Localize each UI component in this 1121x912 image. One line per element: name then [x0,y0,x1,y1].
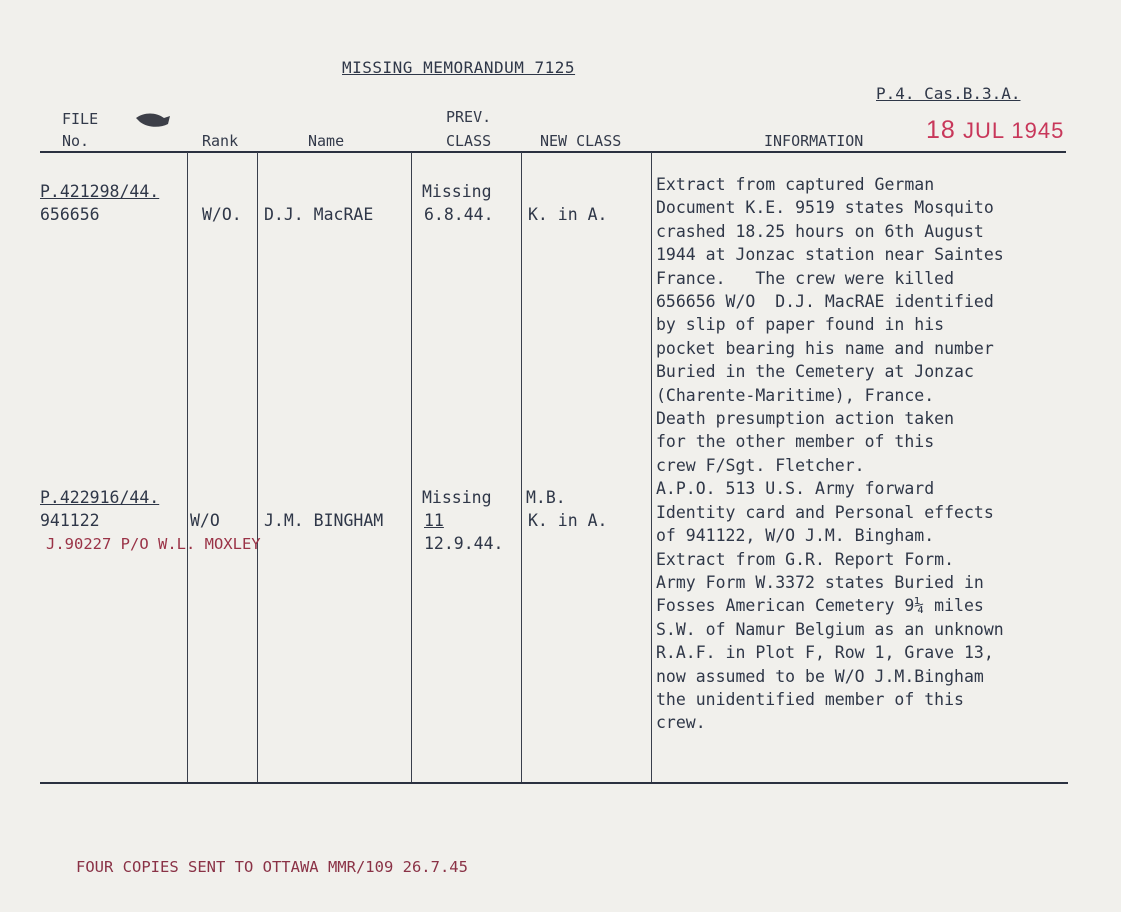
entry-1-name: D.J. MacRAE [264,205,374,224]
entry-2-new-class-mb: M.B. [526,488,566,507]
date-stamp [926,116,1064,145]
entry-2-prev-class: Missing [422,488,492,507]
bottom-rule [40,782,1068,784]
information-line: Army Form W.3372 states Buried in [656,572,984,592]
header-information: INFORMATION [764,132,864,150]
information-line: (Charente-Maritime), France. [656,385,935,405]
information-line: crashed 18.25 hours on 6th August [656,221,984,241]
information-line: for the other member of this [656,432,935,452]
information-line: 1944 at Jonzac station near Saintes [656,245,1004,265]
entry-2-file-no: P.422916/44. [40,488,160,507]
header-rule [40,151,1066,153]
information-line: Identity card and Personal effects [656,502,994,522]
information-line: pocket bearing his name and number [656,338,994,358]
information-line: Death presumption action taken [656,409,955,429]
entry-1-rank: W/O. [202,205,242,224]
header-class: CLASS [446,132,492,150]
information-line: the unidentified member of this [656,689,964,709]
header-prev: PREV. [446,108,492,126]
entry-1-new-class: K. in A. [528,205,608,224]
information-line: A.P.O. 513 U.S. Army forward [656,479,935,499]
column-divider [411,152,412,782]
entry-1-prev-date: 6.8.44. [424,205,494,224]
entry-2-prev-date: 12.9.44. [424,534,504,553]
column-divider [521,152,522,782]
header-name: Name [308,132,345,150]
information-line: Buried in the Cemetery at Jonzac [656,362,974,382]
header-no: No. [62,132,90,150]
entry-2-service-no: 941122 [40,511,100,530]
header-rank: Rank [202,132,239,150]
column-divider [187,152,188,782]
stamp-month: JUL [962,118,1005,143]
footer-note: FOUR COPIES SENT TO OTTAWA MMR/109 26.7.45 [76,858,468,876]
information-text [656,173,1004,735]
header-new-class: NEW CLASS [540,132,622,150]
header-file: FILE [62,110,99,128]
information-line: S.W. of Namur Belgium as an unknown [656,619,1004,639]
entry-2-rank: W/O [190,511,220,530]
information-line: R.A.F. in Plot F, Row 1, Grave 13, [656,643,994,663]
information-line: Extract from G.R. Report Form. [656,549,955,569]
information-line: Extract from captured German [656,175,935,194]
information-line: of 941122, W/O J.M. Bingham. [656,526,935,546]
information-line: by slip of paper found in his [656,315,945,335]
memorandum-title: MISSING MEMORANDUM 7125 [342,58,576,77]
reference-code: P.4. Cas.B.3.A. [876,84,1021,103]
information-line: now assumed to be W/O J.M.Bingham [656,666,984,686]
entry-2-annotation: J.90227 P/O W.L. MOXLEY [46,535,261,553]
pen-mark-icon [134,110,174,136]
information-line: Document K.E. 9519 states Mosquito [656,198,994,218]
column-divider [651,152,652,782]
entry-2-new-class: K. in A. [528,511,608,530]
stamp-year: 1945 [1011,118,1065,143]
information-line: crew F/Sgt. Fletcher. [656,455,865,475]
entry-1-service-no: 656656 [40,205,100,224]
information-line: 656656 W/O D.J. MacRAE identified [656,292,994,312]
information-line: Fosses American Cemetery 9¼ miles [656,596,984,616]
entry-2-prev-day: 11 [424,511,444,530]
information-line: crew. [656,713,706,733]
entry-1-file-no: P.421298/44. [40,182,160,201]
entry-2-name: J.M. BINGHAM [264,511,384,530]
stamp-day: 18 [926,116,956,144]
information-line: France. The crew were killed [656,268,955,288]
entry-1-prev-class: Missing [422,182,492,201]
column-divider [257,152,258,782]
